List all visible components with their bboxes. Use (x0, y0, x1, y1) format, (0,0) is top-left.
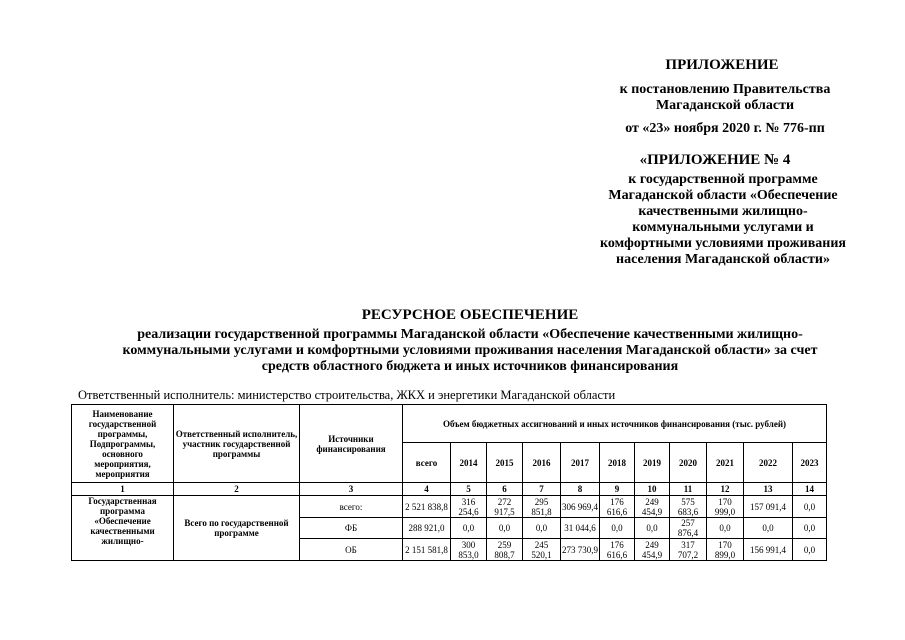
column-number: 12 (707, 483, 744, 496)
value-cell: 257 876,4 (670, 518, 707, 539)
column-number: 9 (600, 483, 635, 496)
header-total: всего (403, 443, 451, 483)
header-year: 2020 (670, 443, 707, 483)
value-cell: 306 969,4 (561, 496, 600, 518)
column-number: 13 (744, 483, 793, 496)
column-number: 11 (670, 483, 707, 496)
column-number: 14 (793, 483, 827, 496)
header-program-name: Наименование государственной программы, Подпрограммы, основного мероприятия, мероприятия (72, 405, 174, 483)
value-cell: 170 899,0 (707, 539, 744, 561)
appendix4-title: «ПРИЛОЖЕНИЕ № 4 (639, 152, 791, 168)
value-cell: 0,0 (487, 518, 523, 539)
value-cell: 0,0 (707, 518, 744, 539)
value-cell: 31 044,6 (561, 518, 600, 539)
value-cell: 0,0 (793, 518, 827, 539)
value-cell: 249 454,9 (635, 496, 670, 518)
value-cell: 0,0 (744, 518, 793, 539)
appendix-date: от «23» ноября 2020 г. № 776-пп (625, 121, 825, 136)
header-year: 2014 (451, 443, 487, 483)
funding-source-cell: ФБ (300, 518, 403, 539)
appendix-title: ПРИЛОЖЕНИЕ (665, 57, 779, 73)
header-year: 2016 (523, 443, 561, 483)
program-name-cell: Государственная программа «Обеспечение качественными жилищно- (72, 496, 174, 561)
value-cell: 2 151 581,8 (403, 539, 451, 561)
column-number: 6 (487, 483, 523, 496)
funding-source-cell: всего: (300, 496, 403, 518)
appendix4-body: к государственной программе Магаданской области «Обеспечение качественными жилищно-коммунальными услугами и комфортными условиями проживания населения Магаданской области» (600, 172, 846, 267)
header-funding-source: Источники финансирования (300, 405, 403, 483)
executor-line: Ответственный исполнитель: министерство строительства, ЖКХ и энергетики Магаданской области (78, 388, 616, 402)
column-number: 10 (635, 483, 670, 496)
value-cell: 249 454,9 (635, 539, 670, 561)
value-cell: 0,0 (600, 518, 635, 539)
header-budget-volume: Объем бюджетных ассигнований и иных источников финансирования (тыс. рублей) (403, 405, 827, 443)
value-cell: 0,0 (793, 539, 827, 561)
value-cell: 0,0 (793, 496, 827, 518)
value-cell: 170 999,0 (707, 496, 744, 518)
program-executor-cell: Всего по государственной программе (174, 496, 300, 561)
value-cell: 295 851,8 (523, 496, 561, 518)
value-cell: 575 683,6 (670, 496, 707, 518)
column-number: 1 (72, 483, 174, 496)
value-cell: 156 991,4 (744, 539, 793, 561)
header-year: 2019 (635, 443, 670, 483)
header-year: 2015 (487, 443, 523, 483)
column-number: 8 (561, 483, 600, 496)
header-year: 2018 (600, 443, 635, 483)
column-number: 3 (300, 483, 403, 496)
header-executor: Ответственный исполнитель, участник государственной программы (174, 405, 300, 483)
column-number: 5 (451, 483, 487, 496)
value-cell: 300 853,0 (451, 539, 487, 561)
value-cell: 176 616,6 (600, 496, 635, 518)
column-number: 7 (523, 483, 561, 496)
value-cell: 157 091,4 (744, 496, 793, 518)
document-title: РЕСУРСНОЕ ОБЕСПЕЧЕНИЕ (361, 307, 579, 323)
header-year: 2017 (561, 443, 600, 483)
value-cell: 273 730,9 (561, 539, 600, 561)
value-cell: 259 808,7 (487, 539, 523, 561)
header-year: 2021 (707, 443, 744, 483)
value-cell: 0,0 (451, 518, 487, 539)
value-cell: 0,0 (635, 518, 670, 539)
header-year: 2022 (744, 443, 793, 483)
value-cell: 2 521 838,8 (403, 496, 451, 518)
value-cell: 272 917,5 (487, 496, 523, 518)
value-cell: 176 616,6 (600, 539, 635, 561)
document-subtitle: реализации государственной программы Магаданской области «Обеспечение качественными жилищно-коммунальными услугами и комфортными условиями проживания населения Магаданской области» за счет средств областного бюджета и иных источников финансирования (122, 327, 818, 374)
header-year: 2023 (793, 443, 827, 483)
value-cell: 245 520,1 (523, 539, 561, 561)
value-cell: 316 254,6 (451, 496, 487, 518)
value-cell: 317 707,2 (670, 539, 707, 561)
column-number: 4 (403, 483, 451, 496)
value-cell: 0,0 (523, 518, 561, 539)
column-number: 2 (174, 483, 300, 496)
resource-table (71, 404, 827, 561)
appendix-decree: к постановлению Правительства Магаданской области (619, 82, 831, 113)
value-cell: 288 921,0 (403, 518, 451, 539)
funding-source-cell: ОБ (300, 539, 403, 561)
